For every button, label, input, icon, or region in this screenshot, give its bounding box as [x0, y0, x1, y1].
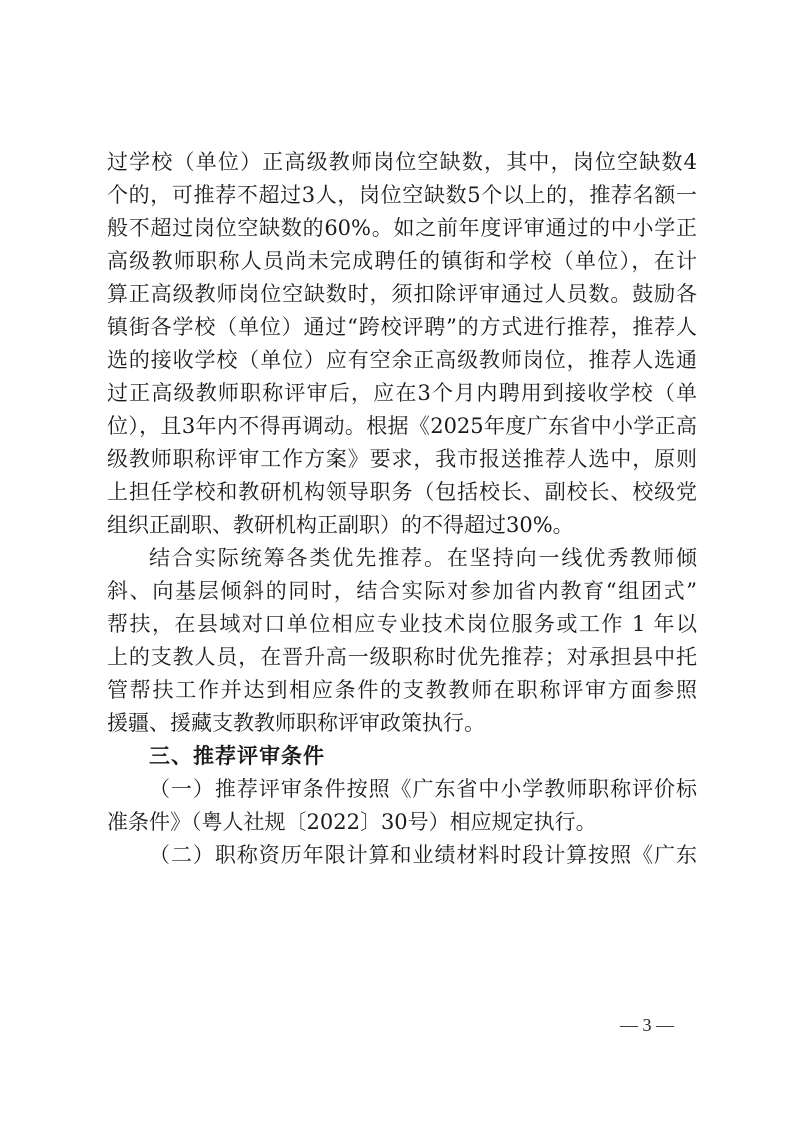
text-line: 帮扶，在县域对口单位相应专业技术岗位服务或工作 1 年以 — [107, 612, 697, 636]
text-line: 过正高级教师职称评审后，应在3个月内聘用到接收学校（单 — [107, 381, 697, 405]
text-line: 斜、向基层倾斜的同时，结合实际对参加省内教育“组团式” — [107, 579, 697, 603]
text-line: 选的接收学校（单位）应有空余正高级教师岗位，推荐人选通 — [107, 348, 697, 372]
text-line: 镇街各学校（单位）通过“跨校评聘”的方式进行推荐，推荐人 — [107, 315, 697, 339]
text-line: 级教师职称评审工作方案》要求，我市报送推荐人选中，原则 — [107, 447, 697, 471]
paragraph-first-line: （一）推荐评审条件按照《广东省中小学教师职称评价标 — [149, 777, 697, 801]
text-line: 般不超过岗位空缺数的60%。如之前年度评审通过的中小学正 — [107, 216, 697, 240]
text-line: 准条件》（粤人社规〔2022〕30号）相应规定执行。 — [107, 810, 597, 834]
text-line: 上的支教人员，在晋升高一级职称时优先推荐；对承担县中托 — [107, 645, 697, 669]
paragraph-first-line: 结合实际统筹各类优先推荐。在坚持向一线优秀教师倾 — [149, 546, 697, 570]
text-line: 过学校（单位）正高级教师岗位空缺数，其中，岗位空缺数4 — [107, 150, 697, 174]
text-line: 算正高级教师岗位空缺数时，须扣除评审通过人员数。鼓励各 — [107, 282, 697, 306]
body-text — [107, 146, 697, 872]
section-heading: 三、推荐评审条件 — [149, 744, 325, 768]
text-line: 个的，可推荐不超过3人，岗位空缺数5个以上的，推荐名额一 — [107, 183, 697, 207]
text-line: 位），且3年内不得再调动。根据《2025年度广东省中小学正高 — [107, 414, 697, 438]
paragraph-first-line: （二）职称资历年限计算和业绩材料时段计算按照《广东 — [149, 843, 697, 867]
text-line: 援疆、援藏支教教师职称评审政策执行。 — [107, 711, 485, 735]
page-number: — 3 — — [620, 1015, 674, 1035]
text-line: 组织正副职、教研机构正副职）的不得超过30%。 — [107, 513, 574, 537]
text-line: 上担任学校和教研机构领导职务（包括校长、副校长、校级党 — [107, 480, 697, 504]
text-line: 管帮扶工作并达到相应条件的支教教师在职称评审方面参照 — [107, 678, 697, 702]
text-line: 高级教师职称人员尚未完成聘任的镇街和学校（单位），在计 — [107, 249, 697, 273]
